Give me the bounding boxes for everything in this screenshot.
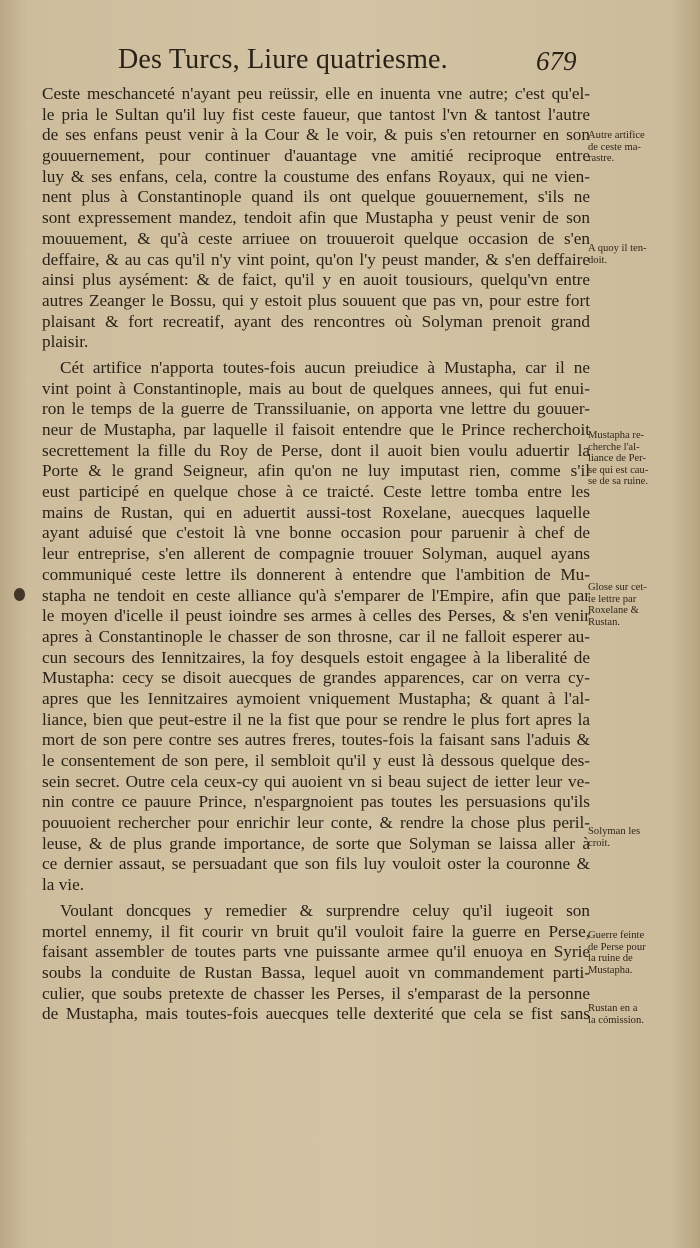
running-title: Des Turcs, Liure quatriesme. [118,44,448,75]
text-line: le moyen d'icelle il peust ioindre ses armes à celles des Perses, & s'en venir [42,606,590,626]
marginal-note-line: Rustan. [588,616,621,628]
text-line: pouuoient rechercher pour enrichir leur conte, & rendre la chose plus peril- [42,813,590,833]
text-line: Porte & le grand Seigneur, afin qu'on ne luy imputast rien, comme s'il [42,461,590,481]
text-line: nin contre ce pauure Prince, n'espargnoient pas toutes les persuasions qu'ils [42,792,590,812]
text-line: ce dernier assaut, se persuadant que son fils luy vouloit oster la couronne & [42,854,590,874]
marginal-note [588,430,688,488]
page-number: 679 [536,46,577,76]
marginal-note-line: Mustapha. [588,964,633,976]
marginal-note-line: rastre. [588,153,615,164]
text-line: communiqué ceste lettre ils donnerent à entendre que l'ambition de Mu- [42,564,590,584]
text-line: sein secret. Outre cela ceux-cy qui auoient vn si beau suject de ietter leur ve- [42,771,590,791]
text-line: le pria le Sultan qu'il luy fist ceste faueur, que tantost l'vn & tantost l'autre [42,104,590,124]
text-line: liance, bien que peut-estre il ne la fist que pour se rendre le plus fort apres la [42,709,590,729]
text-line: eust participé en quelque chose à ce traicté. Ceste lettre tomba entre les [42,482,590,502]
text-line: ainsi plus aysément: & de faict, qu'il y en auoit tousiours, quelqu'vn entre [42,270,590,290]
text-line: la vie. [42,875,84,895]
text-line: apres que les Iennitzaires aymoient vniquement Mustapha; & quant à l'al- [42,688,590,708]
marginal-note [588,930,688,976]
text-line: sont expressement mandez, tendoit afin que Mustapha y peust venir de son [42,208,590,228]
marginal-note [588,1003,688,1026]
marginal-note-line: cherche l'al- [588,441,640,453]
text-line: de ses enfans peust venir à la Cour & le voir, & puis s'en retourner en son [42,125,590,145]
marginal-note-line: croit. [588,837,611,849]
marginal-note-line: se qui est cau- [588,464,649,476]
text-line: Voulant doncques y remedier & surprendre celuy qu'il iugeoit son [60,900,590,920]
text-line: leur entreprise, s'en allerent de compagnie trouuer Solyman, auquel ayans [42,544,590,564]
text-line: mort de son pere contre ses autres freres, toutes-fois la faisant sans l'aduis & [42,730,590,750]
marginal-note [588,243,688,266]
marginal-note [588,582,688,628]
text-line: Mustapha: cecy se disoit auecques de grandes apparences, car on verra cy- [42,668,590,688]
text-line: luy & ses enfans, cela, contre la coustume des enfans Royaux, qui ne vien- [42,166,590,186]
text-line: neur de Mustapha, par laquelle il faisoit entendre que le Prince recherchoit [42,420,590,439]
text-line: Ceste meschanceté n'ayant peu reüssir, elle en inuenta vne autre; c'est qu'el- [42,84,590,103]
text-line: de Mustapha, mais toutes-fois auecques telle dexterité que cela se fist sans [42,1004,590,1024]
running-head [118,44,618,84]
marginal-note-line: se de sa ruine. [588,476,649,487]
text-line: secrettement la fille du Roy de Perse, dont il auoit bien voulu aduertir la [42,440,590,460]
text-line: ayant aduisé que c'estoit là vne bonne occasion pour paruenir à chef de [42,523,590,543]
marginal-note-line: Solyman les [588,826,641,837]
marginal-note-line: te lettre par [588,593,637,605]
marginal-note [588,826,688,849]
text-line: culier, que soubs pretexte de chasser les Perses, il s'emparast de la personne [42,983,590,1003]
marginal-note-line: de ceste ma- [588,141,641,153]
text-line: cun secours des Iennitzaires, la foy desquels estoit engagee à la liberalité de [42,647,590,667]
text-line: ron le temps de la guerre de Transsiluanie, on apporta vne lettre du gouuer- [42,399,590,419]
marginal-note-line: doit. [588,254,608,266]
text-line: vint point à Constantinople, mais au bout de quelques annees, qui fut enui- [42,378,590,398]
text-line: mains de Rustan, qui en aduertit aussi-tost Roxelane, auecques laquelle [42,502,590,522]
text-line: deffaire, & au cas qu'il n'y vint point, qu'on l'y peust mander, & s'en deffaire [42,249,590,269]
text-line: gouuernement, pour continuer d'auantage vne amitié reciproque entre [42,146,590,166]
text-line: Cét artifice n'apporta toutes-fois aucun preiudice à Mustapha, car il ne [60,357,590,377]
marginal-note [588,130,688,165]
text-line: leuse, & de plus grande importance, de sorte que Solyman se laissa aller à [42,833,590,853]
text-line: plaisir. [42,332,89,352]
text-line: stapha ne tendoit en ceste alliance qu'à s'emparer de l'Empire, afin que par [42,585,590,605]
text-line: apres à Constantinople le chasser de son throsne, car il ne falloit esperer au- [42,626,590,646]
text-line: autres Zeanger le Bossu, qui y estoit plus souuent que pas vn, pour estre fort [42,290,590,310]
text-line: faisant assembler de toutes parts vne puissante armee qu'il enuoya en Syrie [42,942,590,962]
marginal-note-line: liance de Per- [588,453,647,464]
text-line: mortel ennemy, il fit courir vn bruit qu'il vouloit faire la guerre en Perse, [42,921,590,941]
marginal-note-line: Glose sur cet- [588,582,647,593]
text-line: le consentement de son pere, il sembloit qu'il y eust là dessous quelque des- [42,751,590,770]
marginal-note-line: A quoy il ten- [588,243,647,254]
marginal-note-line: Roxelane & [588,605,639,616]
ink-blot [14,588,25,601]
main-text [42,84,590,1025]
marginal-note-line: Rustan en a [588,1003,638,1014]
text-line: soubs la conduite de Rustan Bassa, lequel auoit vn commandement parti- [42,962,590,982]
marginal-note-line: la ruine de [588,953,633,964]
marginal-note-line: Mustapha re- [588,430,645,441]
marginal-note-line: de Perse pour [588,941,646,953]
marginal-note-line: la cómission. [588,1014,644,1026]
text-line: nent plus à Constantinople quand ils ont quelque gouuernement, s'ils ne [42,187,590,207]
text-line: mouuement, & qu'à ceste arriuee on trouueroit quelque occasion de s'en [42,228,590,248]
marginal-note-line: Guerre feinte [588,930,645,941]
text-line: plaisant & fort recreatif, ayant des rencontres où Solyman prenoit grand [42,311,590,331]
marginal-note-line: Autre artifice [588,130,645,141]
